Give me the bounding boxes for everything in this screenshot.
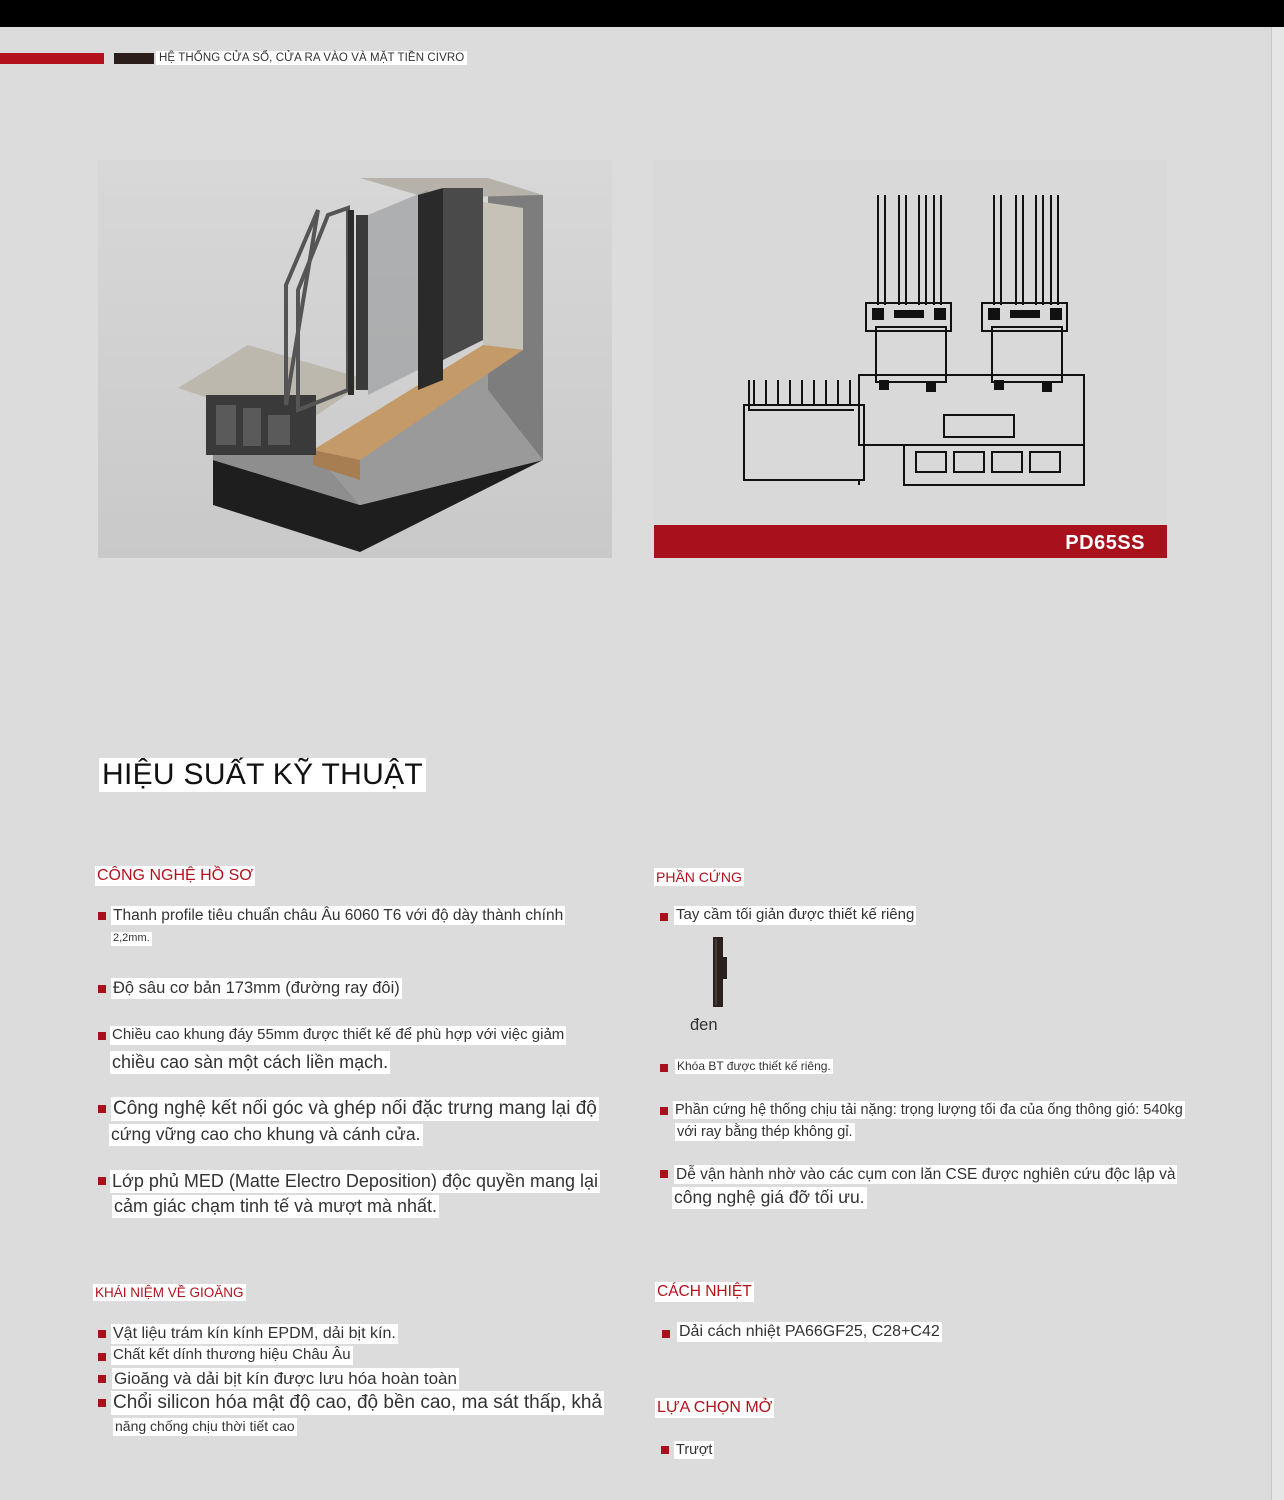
profile-item-1-line2: 2,2mm.: [113, 932, 150, 944]
product-cutaway-image: [98, 160, 612, 558]
gasket-item-4-line1: Chổi silicon hóa mật độ cao, độ bền cao, ma sát thấp, khả: [113, 1392, 603, 1413]
profile-item-4-line2: cứng vững cao cho khung và cánh cửa.: [111, 1124, 421, 1144]
page-section-title: HIỆU SUẤT KỸ THUẬT: [99, 758, 426, 792]
profile-item-3-line2: chiều cao sàn một cách liền mạch.: [112, 1052, 389, 1072]
gasket-item-1-line1: Vật liệu trám kín kính EPDM, dải bịt kín.: [113, 1325, 396, 1342]
handle-color-label: đen: [690, 1016, 718, 1034]
bullet-icon: [661, 1446, 669, 1454]
bullet-icon: [98, 1105, 106, 1113]
bullet-icon: [98, 1399, 106, 1407]
bullet-icon: [660, 1064, 668, 1072]
bullet-icon: [660, 1107, 668, 1115]
bullet-icon: [98, 985, 106, 993]
running-header-title: HỆ THỐNG CỬA SỔ, CỬA RA VÀO VÀ MẶT TIỀN CIVRO: [156, 51, 467, 65]
insulation-item-1-line1: Dải cách nhiệt PA66GF25, C28+C42: [679, 1323, 940, 1340]
header-dark-stripe: [114, 53, 154, 64]
profile-item-5-line1: Lớp phủ MED (Matte Electro Deposition) độc quyền mang lại: [112, 1171, 599, 1191]
bullet-icon: [98, 1375, 106, 1383]
heading-gasket-concept: KHÁI NIỆM VỀ GIOĂNG: [95, 1285, 244, 1300]
profile-item-4-line1: Công nghệ kết nối góc và ghép nối đặc trưng mang lại độ: [113, 1098, 597, 1119]
top-black-bar: [0, 0, 1284, 27]
bullet-icon: [98, 912, 106, 920]
bullet-icon: [98, 1177, 106, 1185]
cutaway-illustration: [98, 160, 612, 558]
handle-image: [708, 935, 732, 1009]
heading-hardware: PHẦN CỨNG: [656, 869, 742, 885]
door-handle-icon: [708, 935, 732, 1009]
bullet-icon: [662, 1330, 670, 1338]
profile-item-5-line2: cảm giác chạm tinh tế và mượt mà nhất.: [114, 1196, 437, 1216]
hardware-item-2-line1: Khóa BT được thiết kế riêng.: [677, 1059, 831, 1073]
bullet-icon: [660, 913, 668, 921]
page-edge: [1271, 27, 1284, 1500]
profile-item-3-line1: Chiều cao khung đáy 55mm được thiết kế để phù hợp với việc giảm: [112, 1026, 565, 1043]
bullet-icon: [98, 1353, 106, 1361]
profile-item-2-line1: Độ sâu cơ bản 173mm (đường ray đôi): [113, 979, 400, 997]
opening-item-1-line1: Trượt: [676, 1442, 713, 1458]
bullet-icon: [660, 1170, 668, 1178]
gasket-item-2-line1: Chất kết dính thương hiệu Châu Âu: [113, 1346, 351, 1363]
gasket-item-4-line2: năng chống chịu thời tiết cao: [115, 1418, 295, 1434]
heading-insulation: CÁCH NHIỆT: [657, 1283, 752, 1300]
heading-opening-options: LỰA CHỌN MỞ: [657, 1399, 773, 1416]
hardware-item-3-line1: Phần cứng hệ thống chịu tải nặng: trọng lượng tối đa của ống thông gió: 540kg: [675, 1102, 1183, 1118]
hardware-item-4-line1: Dễ vận hành nhờ vào các cụm con lăn CSE được nghiên cứu độc lập và: [676, 1166, 1176, 1183]
section-line-drawing: [654, 160, 1167, 525]
header-red-stripe: [0, 53, 104, 64]
hardware-item-3-line2: với ray bằng thép không gỉ.: [677, 1124, 853, 1140]
heading-profile-technology: CÔNG NGHỆ HỒ SƠ: [97, 867, 253, 884]
profile-cross-section-drawing: [654, 160, 1167, 558]
hardware-item-1-line1: Tay cầm tối giản được thiết kế riêng: [676, 906, 915, 923]
hardware-item-4-line2: công nghệ giá đỡ tối ưu.: [674, 1187, 865, 1207]
model-code: PD65SS: [1065, 532, 1145, 554]
profile-item-1-line1: Thanh profile tiêu chuẩn châu Âu 6060 T6 với độ dày thành chính: [113, 907, 564, 924]
bullet-icon: [98, 1330, 106, 1338]
bullet-icon: [98, 1032, 106, 1040]
gasket-item-3-line1: Gioăng và dải bịt kín được lưu hóa hoàn toàn: [114, 1369, 457, 1388]
